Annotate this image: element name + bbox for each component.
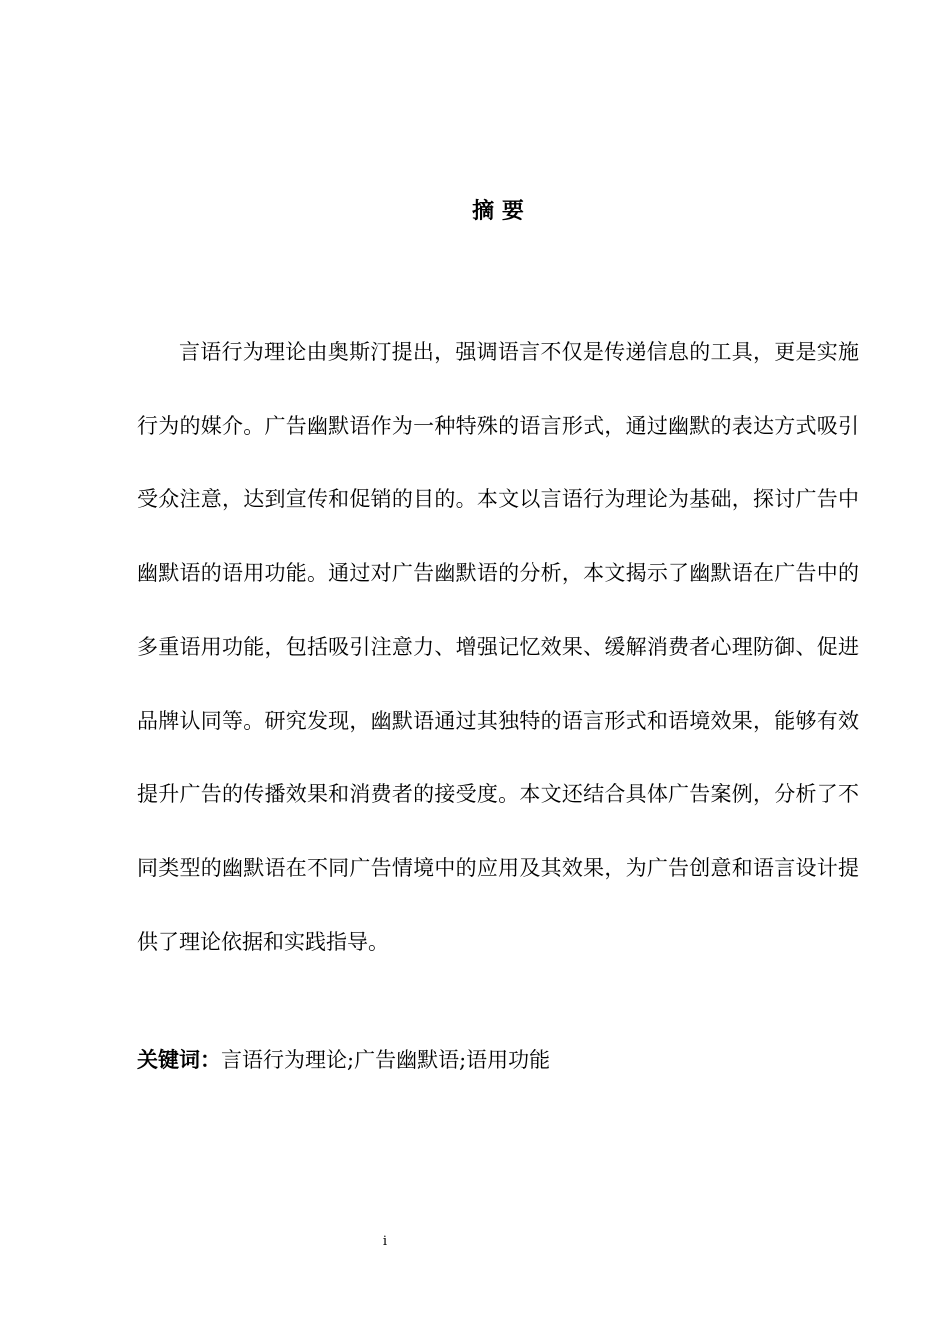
abstract-body: 言语行为理论由奥斯汀提出，强调语言不仅是传递信息的工具，更是实施行为的媒介。广告幽默语作为一种特殊的语言形式，通过幽默的表达方式吸引受众注意，达到宣传和促销的目的。本文以言语行为理论为基础，探讨广告中幽默语的语用功能。通过对广告幽默语的分析，本文揭示了幽默语在广告中的多重语用功能，包括吸引注意力、增强记忆效果、缓解消费者心理防御、促进品牌认同等。研究发现，幽默语通过其独特的语言形式和语境效果，能够有效提升广告的传播效果和消费者的接受度。本文还结合具体广告案例，分析了不同类型的幽默语在不同广告情境中的应用及其效果，为广告创意和语言设计提供了理论依据和实践指导。 xyxy=(137,340,859,954)
page-number: i xyxy=(382,1234,388,1249)
keywords-value: 言语行为理论;广告幽默语;语用功能 xyxy=(221,1048,551,1072)
keywords-line xyxy=(137,1042,859,1078)
keywords-label: 关键词： xyxy=(137,1048,221,1072)
abstract-title: 摘 要 xyxy=(472,199,524,224)
